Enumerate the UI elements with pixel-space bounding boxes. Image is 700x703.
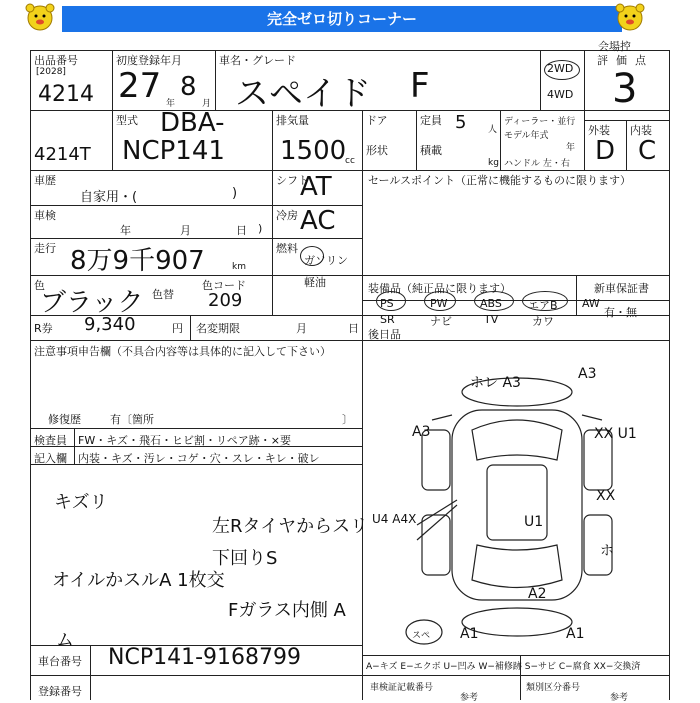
repair-label: 修復歴 [48, 413, 81, 426]
model-grade-label: 車名・グレード [219, 54, 296, 67]
damage-mark-3: A3 [412, 424, 431, 440]
evaluation-score: 3 [612, 66, 638, 112]
damage-mark-4: XX U1 [594, 426, 637, 442]
history-close: ) [232, 186, 238, 201]
mileage-label: 走行 [34, 242, 56, 255]
name-change-label: 名変期限 [196, 322, 240, 335]
equip-pw: PW [430, 297, 448, 310]
class-number-label: 類別区分番号 [526, 683, 581, 693]
mileage-unit: km [232, 262, 246, 272]
displacement-unit: cc [345, 156, 355, 166]
aircon-label: 冷房 [276, 209, 298, 222]
equipment-label: 装備品（純正品に限ります） [368, 282, 511, 295]
type-value: NCP141 [122, 136, 225, 166]
mileage-value: 8万9千907 [70, 246, 205, 276]
damage-mark-6: U4 A4X [372, 512, 417, 526]
inspector-comment-1: キズリ [54, 492, 108, 513]
damage-mark-11: A1 [566, 626, 585, 642]
history-value: 自家用・( [80, 190, 138, 205]
shift-value: AT [300, 172, 332, 202]
type-prefix: DBA- [160, 108, 225, 138]
damage-mark-8: ホ [600, 543, 614, 559]
notes-label: 注意事項申告欄（不具合内容等は具体的に記入して下さい） [34, 345, 331, 358]
repair-value: 有〔箇所 [110, 413, 154, 426]
inspector-comment-5: Fガラス内側 A [228, 600, 346, 621]
class-ref-label: 参考 [610, 693, 629, 703]
repair-close: 〕 [342, 413, 353, 426]
margin-note: 4214T [34, 144, 91, 165]
registration-year: 27 [118, 66, 162, 106]
inspection-day-unit: 日 [236, 224, 247, 237]
load-label: 積載 [420, 144, 442, 157]
capacity-label: 定員 [420, 114, 442, 127]
warranty-value: 有・無 [604, 306, 637, 319]
color-change-label: 色替 [152, 288, 174, 301]
model-name: スペイド [235, 74, 371, 114]
sales-point-label: セールスポイント（正常に機能するものに限ります） [368, 174, 632, 187]
dealer-label: ディーラー・並行 [504, 117, 576, 127]
warranty-label: 新車保証書 [594, 282, 649, 295]
inspector-row2-items: 内装・キズ・汚レ・コゲ・穴・スレ・キレ・破レ [78, 452, 320, 465]
interior-label: 内装 [630, 124, 652, 137]
lot-label: 出品番号 [34, 54, 78, 67]
recycle-unit: 円 [172, 322, 183, 335]
aircon-value: AC [300, 206, 336, 236]
chassis-number: NCP141-9168799 [108, 645, 301, 670]
door-label: ドア [366, 114, 388, 127]
damage-mark-2: A3 [578, 366, 597, 382]
damage-mark-10: A1 [460, 626, 479, 642]
color-code-label: 色コード [202, 279, 246, 292]
name-change-day: 日 [348, 322, 359, 335]
grade-value: F [410, 66, 430, 106]
damage-mark-1: ホレ A3 [470, 375, 521, 391]
month-unit: 月 [202, 99, 212, 109]
capacity-value: 5 [455, 112, 467, 133]
venue-copy-label: 会場控 [598, 40, 631, 53]
registration-month: 8 [180, 72, 197, 102]
later-items-label: 後日品 [368, 328, 401, 341]
equip-airbag-circle [522, 291, 568, 311]
inspector-comment-4: オイルかスルA 1枚交 [52, 570, 225, 591]
cert-ref-label: 参考 [460, 693, 479, 703]
recycle-value: 9,340 [84, 314, 136, 335]
capacity-unit: 人 [488, 125, 498, 135]
equip-navi: ナビ [430, 315, 452, 328]
displacement-label: 排気量 [276, 114, 309, 127]
equip-abs-circle [474, 291, 514, 311]
damage-mark-5: XX [596, 488, 616, 504]
bear-mascot-icon [612, 2, 648, 34]
equip-ps: PS [380, 297, 394, 310]
displacement-value: 1500 [280, 136, 347, 166]
top-banner [0, 0, 700, 36]
banner-title: 完全ゼロ切りコーナー [62, 6, 622, 32]
damage-mark-9: A2 [528, 586, 547, 602]
shift-label: シフト [276, 174, 309, 187]
registration-number-label: 登録番号 [38, 685, 82, 698]
bear-mascot-icon [22, 2, 58, 34]
color-code-value: 209 [208, 290, 243, 311]
first-registration-label: 初度登録年月 [116, 54, 182, 67]
handle-label: ハンドル 左・右 [504, 159, 570, 169]
model-year-suffix: 年 [566, 143, 576, 153]
exterior-grade: D [595, 136, 616, 166]
history-label: 車歴 [34, 174, 56, 187]
year-unit: 年 [166, 99, 176, 109]
entry-label: 記入欄 [34, 452, 67, 465]
equip-pw-circle [424, 291, 456, 311]
inspection-month-unit: 月 [180, 224, 191, 237]
body-form-label: 形状 [366, 144, 388, 157]
fuel-label: 燃料 [276, 242, 298, 255]
load-unit: kg [488, 158, 499, 168]
damage-mark-7: U1 [524, 514, 544, 530]
interior-grade: C [638, 136, 657, 166]
equip-airbag: エアB [528, 299, 558, 312]
fuel-diesel: 軽油 [304, 276, 326, 289]
chassis-label: 車台番号 [38, 655, 82, 668]
drive-2wd: 2WD [547, 62, 574, 75]
cert-number-label: 車検証記載番号 [370, 683, 434, 693]
lot-number: 4214 [38, 82, 94, 107]
lot-sub-number: [2028] [36, 67, 66, 77]
equip-aw: AW [582, 297, 600, 310]
inspector-row1-items: FW・キズ・飛石・ヒビ割・リペア跡・×要 [78, 434, 291, 447]
equip-tv: TV [484, 313, 499, 326]
name-change-month: 月 [296, 322, 307, 335]
equip-leather: カワ [532, 315, 554, 328]
evaluation-label: 評価点 [597, 54, 654, 67]
equip-abs: ABS [480, 297, 502, 310]
inspector-label: 検査員 [34, 434, 67, 447]
color-label: 色 [34, 279, 45, 292]
inspector-comment-3: 下回りS [212, 548, 278, 569]
inspection-paren: ) [258, 222, 263, 235]
recycle-label: R券 [34, 322, 53, 335]
color-value: ブラック [40, 288, 144, 318]
inspection-label: 車検 [34, 209, 56, 222]
equip-ps-circle [376, 291, 406, 311]
inspector-comment-2: 左Rタイヤからスリ [212, 516, 369, 537]
damage-legend: A−キズ E−エクボ U−凹み W−補修跡 S−サビ C−腐食 XX−交換済 [366, 662, 641, 672]
model-year-label: モデル年式 [504, 131, 549, 141]
drive-4wd: 4WD [547, 88, 574, 101]
type-label: 型式 [116, 114, 138, 127]
exterior-label: 外装 [588, 124, 610, 137]
inspection-year-unit: 年 [120, 224, 131, 237]
inspector-comment-6: ム [56, 630, 74, 651]
equip-sr: SR [380, 313, 395, 326]
spare-tire-label: スペ [412, 631, 431, 641]
fuel-gasoline: ガソリン [304, 254, 348, 267]
